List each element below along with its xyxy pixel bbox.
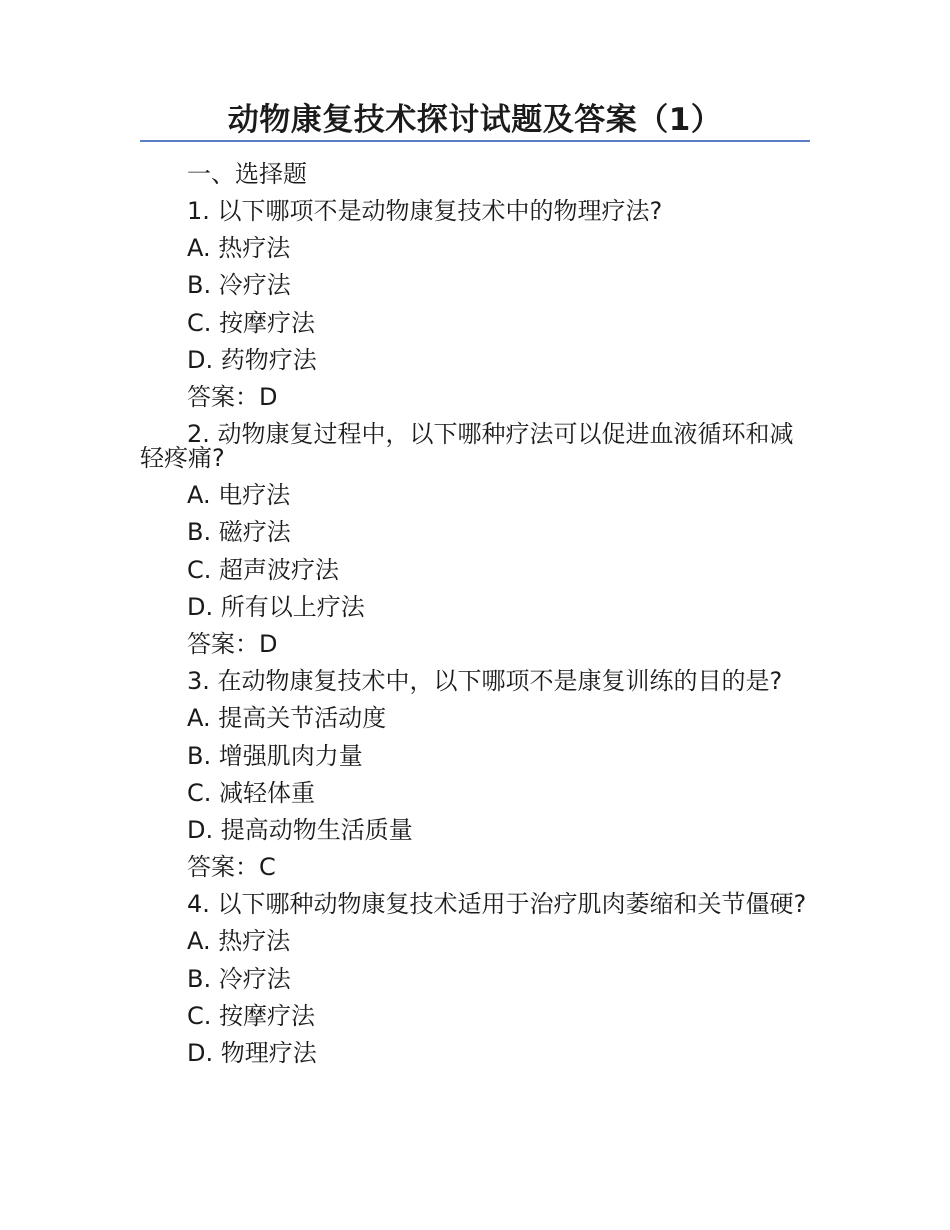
option-a: A. 热疗法 — [187, 927, 291, 956]
question-text: 1. 以下哪项不是动物康复技术中的物理疗法? — [187, 197, 663, 225]
option-d: D. 物理疗法 — [187, 1039, 317, 1068]
option-d: D. 所有以上疗法 — [187, 592, 365, 621]
option-c: C. 按摩疗法 — [187, 1001, 316, 1030]
document-page — [140, 100, 810, 1072]
option-b: B. 增强肌肉力量 — [187, 741, 363, 770]
option-c: C. 按摩疗法 — [187, 308, 316, 337]
option-c: C. 超声波疗法 — [187, 555, 340, 584]
option-b: B. 冷疗法 — [187, 271, 291, 300]
answer: 答案：D — [187, 383, 278, 412]
option-b: B. 冷疗法 — [187, 964, 291, 993]
question-text: 3. 在动物康复技术中，以下哪项不是康复训练的目的是? — [187, 667, 783, 696]
option-d: D. 药物疗法 — [187, 345, 317, 374]
section-heading: 一、选择题 — [187, 160, 307, 188]
question-text: 2. 动物康复过程中，以下哪种疗法可以促进血液循环和减轻疼痛? — [140, 420, 794, 473]
option-a: A. 电疗法 — [187, 481, 291, 510]
answer: 答案：D — [187, 630, 278, 659]
document-title: 动物康复技术探讨试题及答案（1） — [140, 100, 810, 142]
option-a: A. 热疗法 — [187, 234, 291, 263]
option-a: A. 提高关节活动度 — [187, 704, 387, 733]
question-text: 4. 以下哪种动物康复技术适用于治疗肌肉萎缩和关节僵硬? — [187, 890, 807, 919]
answer: 答案：C — [187, 853, 276, 882]
option-d: D. 提高动物生活质量 — [187, 816, 413, 845]
option-c: C. 减轻体重 — [187, 778, 316, 807]
option-b: B. 磁疗法 — [187, 518, 291, 547]
